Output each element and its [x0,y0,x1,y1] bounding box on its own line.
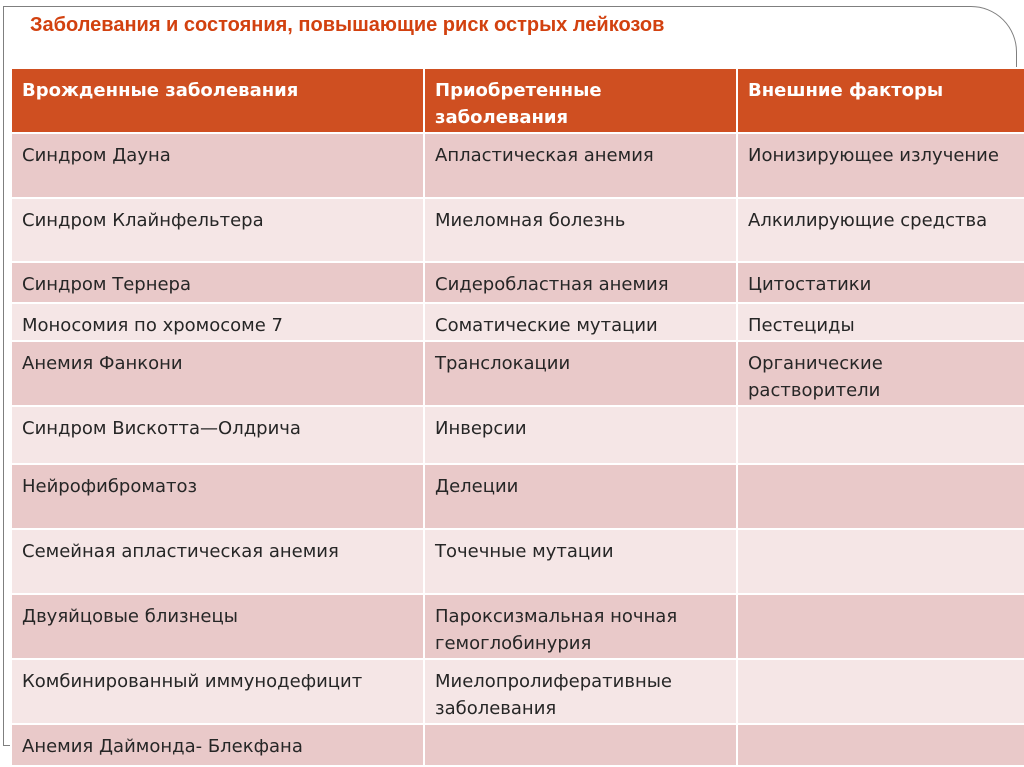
table-row [11,262,1024,303]
cell-acquired: Апластическая анемия [424,133,737,198]
cell-external: Органические растворители [737,341,1024,406]
cell-congenital: Синдром Тернера [11,262,424,303]
cell-external [737,529,1024,594]
table-row [11,529,1024,594]
cell-acquired: Миеломная болезнь [424,198,737,262]
table-row [11,659,1024,724]
cell-congenital: Синдром Дауна [11,133,424,198]
header-external: Внешние факторы [737,68,1024,133]
cell-acquired: Инверсии [424,406,737,464]
cell-congenital: Анемия Фанкони [11,341,424,406]
risk-factors-table [10,67,1024,767]
cell-acquired: Делеции [424,464,737,529]
cell-external [737,659,1024,724]
cell-congenital: Анемия Даймонда- Блекфана [11,724,424,766]
cell-external: Алкилирующие средства [737,198,1024,262]
cell-acquired: Соматические мутации [424,303,737,341]
cell-acquired: Сидеробластная анемия [424,262,737,303]
cell-congenital: Комбинированный иммунодефицит [11,659,424,724]
table-row [11,198,1024,262]
slide-title: Заболевания и состояния, повышающие риск острых лейкозов [30,14,665,36]
table-header-row [11,68,1024,133]
table-row [11,724,1024,766]
cell-congenital: Семейная апластическая анемия [11,529,424,594]
table-row [11,133,1024,198]
cell-congenital: Моносомия по хромосоме 7 [11,303,424,341]
table-row [11,594,1024,659]
table-row [11,303,1024,341]
table-row [11,406,1024,464]
header-congenital: Врожденные заболевания [11,68,424,133]
cell-external [737,406,1024,464]
cell-external: Цитостатики [737,262,1024,303]
header-acquired: Приобретенные заболевания [424,68,737,133]
cell-acquired [424,724,737,766]
cell-external [737,724,1024,766]
cell-acquired: Точечные мутации [424,529,737,594]
cell-congenital: Нейрофиброматоз [11,464,424,529]
cell-congenital: Двуяйцовые близнецы [11,594,424,659]
cell-acquired: Транслокации [424,341,737,406]
table-row [11,341,1024,406]
table-row [11,464,1024,529]
cell-external: Пестециды [737,303,1024,341]
cell-external [737,464,1024,529]
cell-external: Ионизирующее излучение [737,133,1024,198]
cell-acquired: Миелопролиферативные заболевания [424,659,737,724]
cell-congenital: Синдром Вискотта—Олдрича [11,406,424,464]
cell-external [737,594,1024,659]
cell-congenital: Синдром Клайнфельтера [11,198,424,262]
cell-acquired: Пароксизмальная ночная гемоглобинурия [424,594,737,659]
